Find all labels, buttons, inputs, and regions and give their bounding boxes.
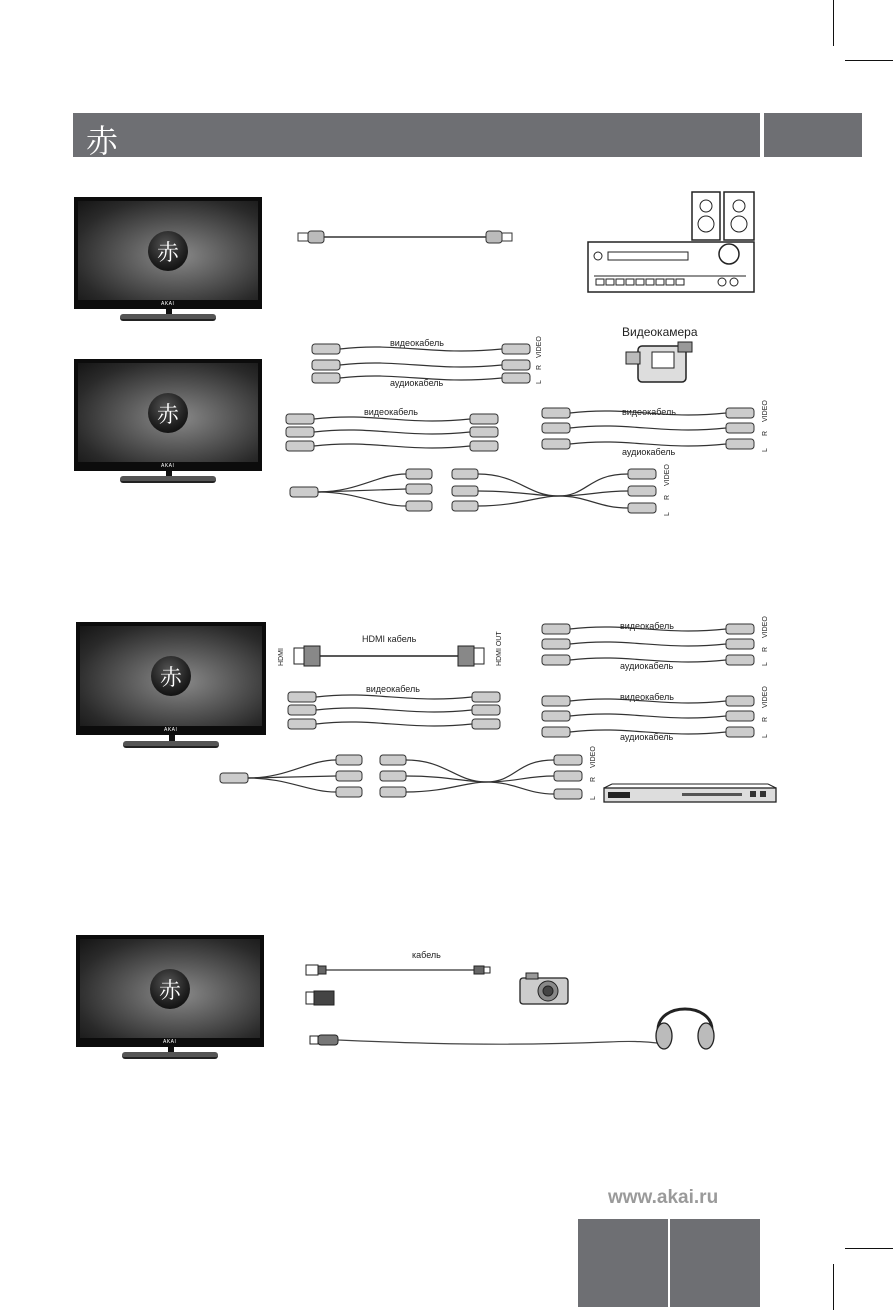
audiocable-label: аудиокабель xyxy=(390,378,444,388)
headphone-cable-icon xyxy=(308,1000,720,1056)
tv-brand: AKAI xyxy=(161,301,175,307)
videocable-label: видеокабель xyxy=(390,338,444,348)
camcorder-icon xyxy=(624,340,696,384)
dvd-player-icon xyxy=(602,782,778,806)
r-label: R xyxy=(762,716,769,722)
tv-brand: AKAI xyxy=(164,727,178,733)
video-label: VIDEO xyxy=(664,464,671,486)
splitter-cable-icon xyxy=(288,466,668,518)
audiocable-label: аудиокабель xyxy=(620,661,674,671)
tv-logo-icon: 赤 xyxy=(150,969,190,1009)
l-label: L xyxy=(590,796,597,800)
receiver-speakers-icon xyxy=(586,190,758,294)
tv-illustration xyxy=(74,359,262,485)
r-label: R xyxy=(762,646,769,652)
videocable-label: видеокабель xyxy=(620,621,674,631)
r-label: R xyxy=(762,430,769,436)
l-label: L xyxy=(664,512,671,516)
tv-illustration xyxy=(74,197,262,323)
hdmi-out-label: HDMI OUT xyxy=(496,631,503,666)
l-label: L xyxy=(762,662,769,666)
section-header-tab xyxy=(764,113,862,157)
video-label: VIDEO xyxy=(762,686,769,708)
hdmi-label: HDMI xyxy=(278,648,285,666)
videocable-label: видеокабель xyxy=(620,692,674,702)
audiocable-label: аудиокабель xyxy=(620,732,674,742)
tv-illustration xyxy=(76,622,266,750)
tv-logo-icon: 赤 xyxy=(151,656,191,696)
footer-block xyxy=(578,1219,668,1307)
hdmi-cable-label: HDMI кабель xyxy=(362,634,417,644)
audiocable-label: аудиокабель xyxy=(622,447,676,457)
section-header-bar xyxy=(73,113,760,157)
hdmi-cable-icon xyxy=(288,644,500,668)
tv-brand: AKAI xyxy=(163,1039,177,1045)
videocable-label: видеокабель xyxy=(622,407,676,417)
l-label: L xyxy=(762,448,769,452)
tv-illustration xyxy=(76,935,264,1061)
crop-mark xyxy=(833,1264,834,1310)
footer-block xyxy=(670,1219,760,1307)
r-label: R xyxy=(536,364,543,370)
videocable-label: видеокабель xyxy=(366,684,420,694)
crop-mark xyxy=(845,60,893,61)
usb-cable-icon xyxy=(304,962,494,978)
video-label: VIDEO xyxy=(590,746,597,768)
splitter-cable-icon xyxy=(218,752,592,804)
camcorder-title: Видеокамера xyxy=(622,325,698,339)
crop-mark xyxy=(833,0,834,46)
cable-label: кабель xyxy=(412,950,441,960)
tv-logo-icon: 赤 xyxy=(148,231,188,271)
crop-mark xyxy=(845,1248,893,1249)
av-cable-icon xyxy=(284,410,500,458)
video-label: VIDEO xyxy=(762,400,769,422)
video-label: VIDEO xyxy=(762,616,769,638)
r-label: R xyxy=(664,494,671,500)
videocable-label: видеокабель xyxy=(364,407,418,417)
website-url: www.akai.ru xyxy=(608,1187,719,1208)
video-label: VIDEO xyxy=(536,336,543,358)
l-label: L xyxy=(762,734,769,738)
av-cable-icon xyxy=(286,688,502,736)
tv-brand: AKAI xyxy=(161,463,175,469)
l-label: L xyxy=(536,380,543,384)
coaxial-cable-icon xyxy=(296,228,516,248)
tv-logo-icon: 赤 xyxy=(148,393,188,433)
r-label: R xyxy=(590,776,597,782)
akai-logo-icon: 赤 xyxy=(86,122,119,160)
